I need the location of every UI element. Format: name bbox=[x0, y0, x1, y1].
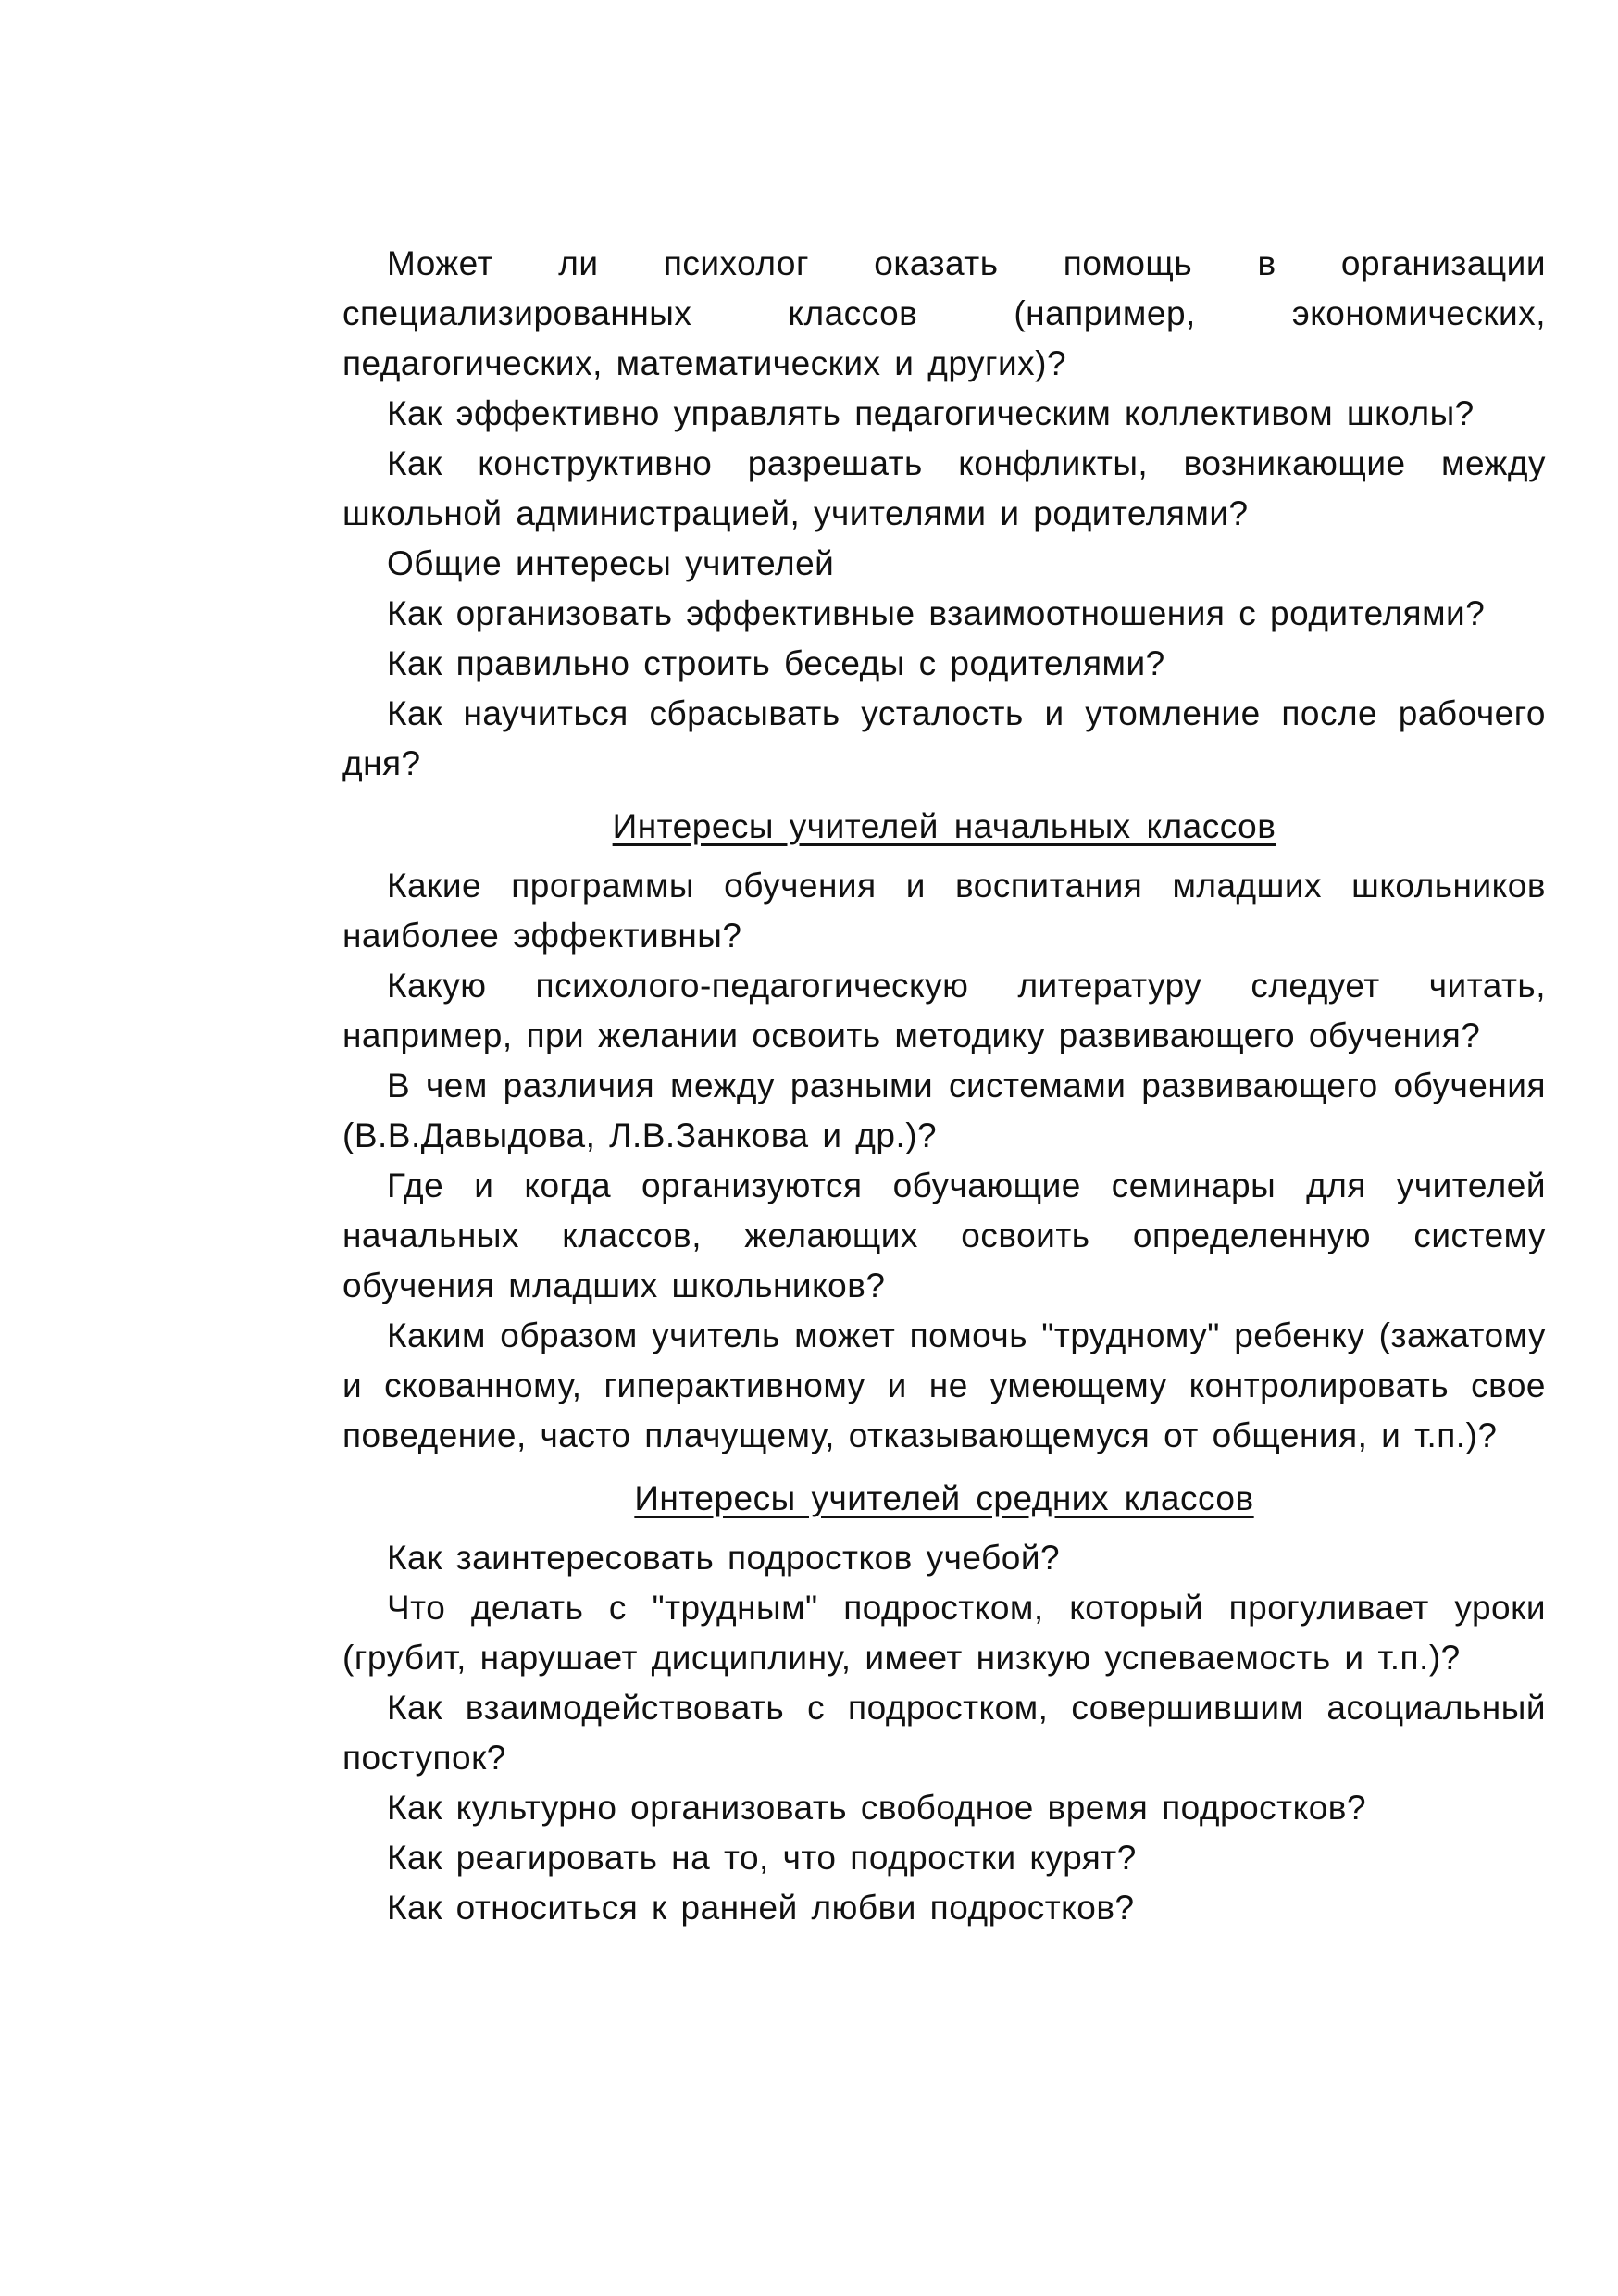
paragraph: Как реагировать на то, что подростки курят? bbox=[387, 1839, 1137, 1877]
paragraph: Как культурно организовать свободное время подростков? bbox=[387, 1789, 1367, 1827]
common-interests-heading: Общие интересы учителей bbox=[387, 544, 835, 582]
paragraph: Как научиться сбрасывать усталость и утомление после рабочего дня? bbox=[342, 694, 1546, 782]
paragraph: Какую психолого-педагогическую литературу следует читать, например, при желании освоить методику развивающего обучения? bbox=[342, 967, 1546, 1054]
paragraph: Как взаимодействовать с подростком, совершившим асоциальный поступок? bbox=[342, 1689, 1546, 1777]
paragraph: Что делать с "трудным" подростком, который прогуливает уроки (грубит, нарушает дисциплину, имеет низкую успеваемость и т.п.)? bbox=[342, 1589, 1546, 1677]
paragraph: Как конструктивно разрешать конфликты, возникающие между школьной администрацией, учителями и родителями? bbox=[342, 444, 1546, 532]
paragraph: Как относиться к ранней любви подростков? bbox=[387, 1889, 1135, 1927]
paragraph: В чем различия между разными системами развивающего обучения (В.В.Давыдова, Л.В.Занкова и др.)? bbox=[342, 1067, 1546, 1154]
paragraph: Какие программы обучения и воспитания младших школьников наиболее эффективны? bbox=[342, 867, 1546, 955]
paragraph: Как эффективно управлять педагогическим коллективом школы? bbox=[387, 394, 1475, 432]
paragraph: Где и когда организуются обучающие семинары для учителей начальных классов, желающих освоить определенную систему обучения младших школьников? bbox=[342, 1167, 1546, 1304]
primary-teachers-heading: Интересы учителей начальных классов bbox=[612, 807, 1276, 845]
paragraph: Каким образом учитель может помочь "трудному" ребенку (зажатому и скованному, гиперактивному и не умеющему контролировать свое поведение, часто плачущему, отказывающемуся от общения, и т.п.)? bbox=[342, 1316, 1546, 1454]
paragraph: Как организовать эффективные взаимоотношения с родителями? bbox=[387, 594, 1486, 632]
document-page bbox=[342, 239, 1546, 1933]
paragraph: Как правильно строить беседы с родителями? bbox=[387, 644, 1165, 682]
paragraph: Может ли психолог оказать помощь в организации специализированных классов (например, экономических, педагогических, математических и других)? bbox=[342, 244, 1546, 382]
paragraph: Как заинтересовать подростков учебой? bbox=[387, 1539, 1061, 1577]
middle-teachers-heading: Интересы учителей средних классов bbox=[634, 1479, 1254, 1517]
